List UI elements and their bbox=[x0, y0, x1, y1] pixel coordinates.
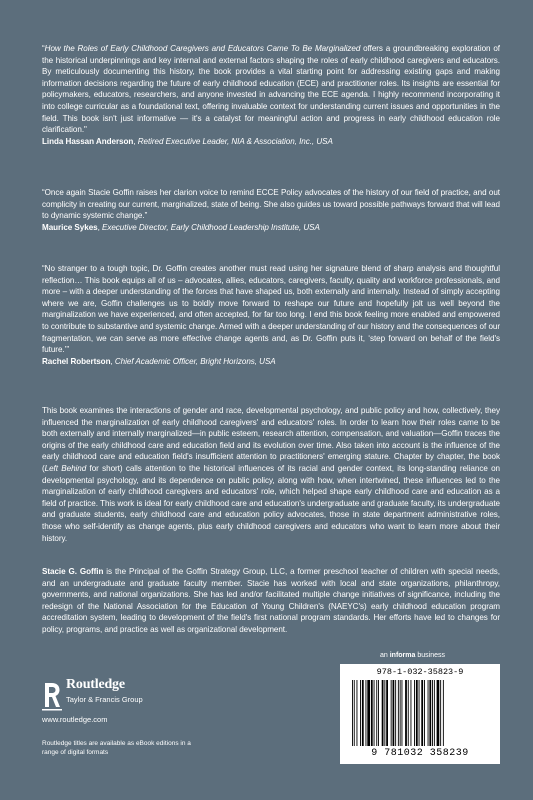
quote-3-attribution: Rachel Robertson, Chief Academic Officer, Bright Horizons, USA bbox=[42, 356, 276, 366]
publisher-group: Taylor & Francis Group bbox=[66, 695, 143, 704]
quote-2-attribution: Maurice Sykes, Executive Director, Early Childhood Leadership Institute, USA bbox=[42, 222, 320, 232]
quote-3-role: Chief Academic Officer, Bright Horizons, USA bbox=[114, 356, 276, 366]
routledge-logo bbox=[42, 677, 182, 737]
author-bio bbox=[42, 566, 500, 636]
endorsement-quote-2 bbox=[42, 187, 500, 233]
barcode-bar bbox=[443, 680, 444, 746]
quote-3-author: Rachel Robertson bbox=[42, 356, 111, 366]
short-title: Left Behind bbox=[44, 463, 87, 473]
isbn-top-text: 978-1-032-35823-9 bbox=[376, 667, 464, 677]
barcode-bar bbox=[393, 680, 395, 746]
barcode-bar bbox=[429, 680, 431, 746]
quote-3-body: “No stranger to a tough topic, Dr. Goffin creates another must read using her signature blend of sharp analysis and thoughtful reflection… This book equips all of us – advocates, allies, educators, caregivers, faculty, quality and workforce professionals, and more – with a deeper understanding of the forces that have shaped us, both externally and internally. Instead of simply accepting where we are, Goffin challenges us to boldly move forward to reshape our future and hopefully jolt us well beyond the marginalization we have experienced, and often accepted, for far too long. I end this book feeling more enabled and empowered to contribute to substantive and systemic change. Armed with a deeper understanding of our history and the consequences of our fragmentation, we can serve as more effective change agents and, as Dr. Goffin puts it, ‘step forward on behalf of the field's future.’” bbox=[42, 264, 500, 355]
isbn-barcode bbox=[340, 664, 500, 764]
endorsement-quote-3 bbox=[42, 263, 500, 367]
barcode-bar bbox=[432, 680, 433, 746]
author-name: Stacie G. Goffin bbox=[42, 567, 104, 576]
quote-2-body: “Once again Stacie Goffin raises her clarion voice to remind ECCE Policy advocates of the history of our field of practice, and out complicity in creating our current, marginalized, state of being. She also guides us toward possible pathways forward that will lead to dynamic systemic change.” bbox=[42, 188, 500, 221]
informa-brand: informa bbox=[389, 652, 416, 659]
barcode-bar bbox=[402, 680, 403, 746]
barcode-bar bbox=[428, 680, 429, 746]
book-description: This book examines the interactions of gender and race, developmental psychology, and public policy and how, collectively, they influenced the marginalization of early childhood caregivers' and educators' roles. In order to learn how their roles came to be both externally and internally marginalized—in public esteem, research attention, compensation, and valuation—Goffin traces the origins of the early childhood care and education field and its evolution over time. Also taken into account is the influence of the early childhood care and education field's insufficient attention to practitioners' emerging stature. Chapter by chapter, the book (Left Behind for short) calls attention to the historical influences of its racial and gender context, its long-standing reliance on developmental psychology, and its dependence on public policy, along with how, when intertwined, these influences led to the marginalization of early childhood caregivers and educators' role, which helped shape early childhood care and education as a field of practice. This work is ideal for early childhood care and education's undergraduate and graduate faculty, its undergraduate and graduate students, early childhood care and education policy advocates, those in state department administrative roles, those who self-identify as change agents, plus early childhood caregivers and educators who want to learn more about their history. bbox=[42, 406, 500, 543]
barcode-bar bbox=[384, 680, 385, 746]
barcode-bar bbox=[371, 680, 373, 746]
barcode-bar bbox=[395, 680, 396, 746]
quote-2-role: Executive Director, Early Childhood Leadership Institute, USA bbox=[102, 222, 320, 232]
barcode-bar bbox=[414, 680, 415, 746]
isbn-bottom-text: 9 781032 358239 bbox=[371, 748, 469, 759]
informa-business: an informa business bbox=[380, 652, 445, 659]
barcode-bar bbox=[352, 680, 353, 746]
endorsement-quote-1 bbox=[42, 43, 500, 147]
barcode-bar bbox=[386, 680, 388, 746]
barcode-bar bbox=[405, 680, 407, 746]
barcode-bar bbox=[408, 680, 409, 746]
quote-2-author: Maurice Sykes bbox=[42, 222, 98, 232]
publisher-name: Routledge bbox=[66, 677, 125, 692]
barcode-bar bbox=[378, 680, 379, 746]
barcode-bars bbox=[350, 680, 490, 746]
barcode-bar bbox=[400, 680, 401, 746]
barcode-bar bbox=[416, 680, 418, 746]
barcode-bar bbox=[391, 680, 392, 746]
barcode-bar bbox=[411, 680, 412, 746]
barcode-bar bbox=[398, 680, 399, 746]
barcode-bar bbox=[437, 680, 440, 746]
quote-1-body: offers a groundbreaking exploration of the historical underpinnings and key internal and external factors shaping the roles of early childhood caregivers and educators. By meticulously documenting this history, the book provides a vital starting point for addressing existing gaps and making information decisions regarding the future of early childhood education (ECE) and practitioner roles. Its insights are essential for policymakers, educators, researchers, and anyone invested in advancing the ECE agenda. I highly recommend incorporating it into college curricular as a foundational text, offering invaluable context for understanding current issues and opportunities in the field. This book isn't just informative — it's a catalyst for meaningful action and progress in early childhood education role clarification." bbox=[42, 44, 500, 135]
barcode-bar bbox=[382, 680, 384, 746]
quote-1-text: “How the Roles of Early Childhood Caregivers and Educators Came To Be Marginalized offers a groundbreaking exploration of the historical underpinnings and key internal and external factors shaping the roles of early childhood caregivers and educators. By meticulously documenting this history, the book provides a vital starting point for addressing existing gaps and making information decisions regarding the future of early childhood education (ECE) and practitioner roles. Its insights are essential for policymakers, educators, researchers, and anyone invested in advancing the ECE agenda. I highly recommend incorporating it into college curricular as a foundational text, offering invaluable context for understanding current issues and opportunities in the field. This book isn't just informative — it's a catalyst for meaningful action and progress in early childhood education role clarification." bbox=[42, 44, 500, 135]
barcode-bar bbox=[419, 680, 420, 746]
publisher-url: www.routledge.com bbox=[42, 715, 108, 724]
barcode-bar bbox=[376, 680, 377, 746]
quote-1-attribution: Linda Hassan Anderson, Retired Executive Leader, NIA & Association, Inc., USA bbox=[42, 136, 333, 146]
quote-1-book-title: How the Roles of Early Childhood Caregivers and Educators Came To Be Marginalized bbox=[44, 44, 361, 53]
barcode-bar bbox=[360, 680, 361, 746]
barcode-bar bbox=[366, 680, 367, 746]
barcode-bar bbox=[362, 680, 364, 746]
barcode-bar bbox=[440, 680, 441, 746]
quote-1-author: Linda Hassan Anderson bbox=[42, 136, 134, 146]
routledge-r-icon bbox=[42, 679, 62, 711]
barcode-bar bbox=[421, 680, 423, 746]
barcode-bar bbox=[434, 680, 435, 746]
barcode-bar bbox=[367, 680, 370, 746]
barcode-bar bbox=[374, 680, 375, 746]
barcode-bar bbox=[354, 680, 355, 746]
barcode-bar bbox=[424, 680, 425, 746]
ebook-note: Routledge titles are available as eBook editions in a range of digital formats bbox=[42, 740, 191, 756]
author-bio-body: is the Principal of the Goffin Strategy Group, LLC, a former preschool teacher of children with special needs, and an undergraduate and graduate faculty member. Stacie has worked with local and state organizations, philanthropy, governments, and national organizations. She has led and/or facilitated multiple change initiatives of significance, including the redesign of the National Association for the Education of Young Children's (NAEYC's) early childhood education program accreditation system, leading to development of the field's first national program standards. Her efforts have led to changes for policy, programs, and practice as well as organizational development. bbox=[42, 567, 500, 634]
barcode-bar bbox=[357, 680, 358, 746]
quote-1-role: Retired Executive Leader, NIA & Association, Inc., USA bbox=[137, 136, 333, 146]
